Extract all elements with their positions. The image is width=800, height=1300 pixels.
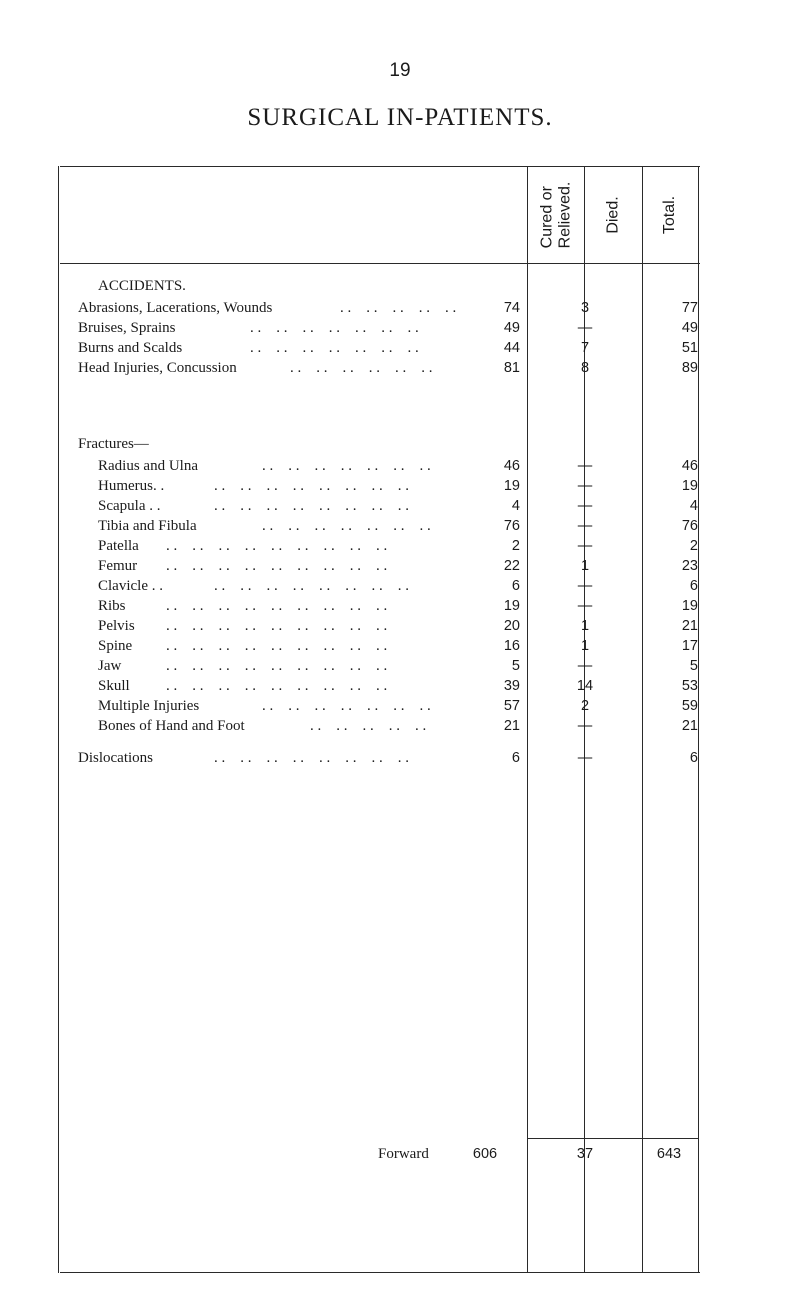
cured-value: 76 [503,518,520,534]
row-label: Dislocations [78,750,153,766]
leader-dots: . . . . . . . . . . . . . . [262,458,431,474]
column-header-cured-text: Cured or Relieved. [538,181,574,249]
row-label: Femur [98,558,138,574]
leader-dots: . . . . . . . . . . . . . . . . . . [166,538,388,554]
died-value: 8 [580,360,590,376]
cured-value: 39 [503,678,520,694]
died-value: 2 [580,698,590,714]
row-label: Burns and Scalds [78,340,183,356]
cured-value: 57 [503,698,520,714]
died-value: — [577,718,593,734]
died-value: — [577,478,593,494]
table-row [0,538,800,560]
column-header-died [585,170,642,260]
total-value: 21 [681,718,698,734]
cured-value: 74 [503,300,520,316]
total-value: 59 [681,698,698,714]
total-value: 6 [689,578,698,594]
leader-dots: . . . . . . . . . . . . . . . . . . [166,658,388,674]
died-value: 14 [576,678,594,694]
died-value: 7 [580,340,590,356]
page-title: SURGICAL IN-PATIENTS. [247,104,553,131]
table-row [0,498,800,520]
died-value: — [577,750,593,766]
row-label: Ribs [98,598,126,614]
forward-row [0,1146,800,1168]
table-row [0,558,800,580]
leader-dots: . . . . . . . . . . . . . . . . [214,478,409,494]
row-label: Head Injuries, Concussion [78,360,237,376]
cured-value: 2 [511,538,520,554]
leader-dots: . . . . . . . . . . . . . . [262,518,431,534]
table-row [0,598,800,620]
forward-died: 37 [576,1146,594,1162]
row-label: Bones of Hand and Foot [98,718,245,734]
died-value: — [577,598,593,614]
column-header-total-text: Total. [661,195,679,235]
leader-dots: . . . . . . . . . . . . . . [262,698,431,714]
leader-dots: . . . . . . . . . . . . . . . . [214,498,409,514]
row-label: Clavicle . . [98,578,163,594]
cured-value: 22 [503,558,520,574]
died-value: — [577,320,593,336]
table-row [0,458,800,480]
leader-dots: . . . . . . . . . . [310,718,427,734]
table-row [0,698,800,720]
row-label: Tibia and Fibula [98,518,197,534]
column-header-total [643,170,698,260]
leader-dots: . . . . . . . . . . . . . . . . . . [166,678,388,694]
table-row [0,518,800,540]
forward-total: 643 [656,1146,682,1162]
total-value: 23 [681,558,698,574]
leader-dots: . . . . . . . . . . . . . . [250,320,419,336]
row-label: Bruises, Sprains [78,320,176,336]
total-value: 21 [681,618,698,634]
row-label: Humerus. . [98,478,165,494]
cured-value: 4 [511,498,520,514]
cured-value: 81 [503,360,520,376]
leader-dots: . . . . . . . . . . . . . . . . . . [166,558,388,574]
total-value: 77 [681,300,698,316]
cured-value: 46 [503,458,520,474]
cured-value: 16 [503,638,520,654]
leader-dots: . . . . . . . . . . . . . . . . [214,750,409,766]
table-row [0,578,800,600]
total-value: 5 [689,658,698,674]
died-value: — [577,538,593,554]
table-top-rule [60,166,700,167]
forward-top-rule [527,1138,698,1139]
column-header-cured [528,170,584,260]
cured-value: 19 [503,478,520,494]
row-label: Multiple Injuries [98,698,200,714]
total-value: 19 [681,478,698,494]
row-label: Pelvis [98,618,135,634]
section-accidents: ACCIDENTS. [98,278,186,294]
total-value: 46 [681,458,698,474]
table-row [0,320,800,342]
total-value: 6 [689,750,698,766]
total-value: 17 [681,638,698,654]
leader-dots: . . . . . . . . . . . . . . . . . . [166,598,388,614]
total-value: 49 [681,320,698,336]
row-label: Jaw [98,658,122,674]
table-row [0,638,800,660]
table-bottom-rule [60,1272,700,1273]
cured-value: 6 [511,578,520,594]
section-fractures: Fractures— [78,436,149,452]
cured-value: 5 [511,658,520,674]
forward-label: Forward [378,1146,429,1162]
table-row [0,360,800,382]
total-value: 53 [681,678,698,694]
table-row [0,718,800,740]
table-row [0,658,800,680]
died-value: — [577,518,593,534]
total-value: 2 [689,538,698,554]
total-value: 51 [681,340,698,356]
died-value: 1 [580,558,590,574]
total-value: 4 [689,498,698,514]
cured-value: 6 [511,750,520,766]
row-label: Abrasions, Lacerations, Wounds [78,300,273,316]
total-value: 19 [681,598,698,614]
row-label: Scapula . . [98,498,161,514]
leader-dots: . . . . . . . . . . . . . . . . . . [166,618,388,634]
died-value: 1 [580,638,590,654]
table-row [0,300,800,322]
cured-value: 20 [503,618,520,634]
died-value: — [577,578,593,594]
page-number: 19 [389,60,411,81]
table-row [0,750,800,772]
total-value: 76 [681,518,698,534]
leader-dots: . . . . . . . . . . . . . . [250,340,419,356]
leader-dots: . . . . . . . . . . [340,300,457,316]
row-label: Patella [98,538,139,554]
died-value: — [577,458,593,474]
table-row [0,478,800,500]
total-value: 89 [681,360,698,376]
row-label: Radius and Ulna [98,458,198,474]
cured-value: 19 [503,598,520,614]
table-row [0,340,800,362]
leader-dots: . . . . . . . . . . . . . . . . . . [166,638,388,654]
died-value: 3 [580,300,590,316]
row-label: Spine [98,638,133,654]
died-value: 1 [580,618,590,634]
died-value: — [577,658,593,674]
died-value: — [577,498,593,514]
column-header-died-text: Died. [604,196,622,234]
cured-value: 49 [503,320,520,336]
leader-dots: . . . . . . . . . . . . . . . . [214,578,409,594]
row-label: Skull [98,678,130,694]
table-row [0,618,800,640]
cured-value: 21 [503,718,520,734]
header-bottom-rule [60,263,700,264]
table-row [0,678,800,700]
cured-value: 44 [503,340,520,356]
forward-cured: 606 [472,1146,498,1162]
leader-dots: . . . . . . . . . . . . [290,360,433,376]
